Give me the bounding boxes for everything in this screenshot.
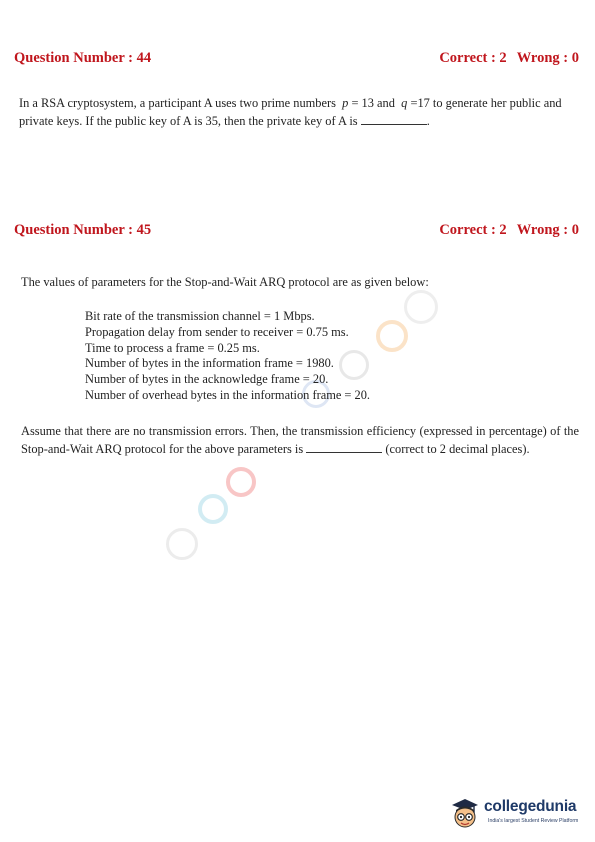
param-processing-time: Time to process a frame = 0.25 ms. xyxy=(85,340,260,355)
collegedunia-logo xyxy=(448,795,588,833)
parameter-list xyxy=(85,309,485,404)
question-number-44: Question Number : 44 xyxy=(14,50,152,66)
question-44-header xyxy=(0,50,595,70)
param-overhead-bytes: Number of overhead bytes in the information frame = 20. xyxy=(85,387,371,402)
watermark-seal xyxy=(226,467,256,497)
correct-marks: Correct : 2 xyxy=(439,222,507,238)
score-45 xyxy=(439,222,579,239)
mascot-icon xyxy=(448,795,482,831)
wrong-marks: Wrong : 0 xyxy=(516,50,579,66)
correct-marks: Correct : 2 xyxy=(439,50,507,66)
param-ack-frame-bytes: Number of bytes in the acknowledge frame = 20. xyxy=(85,372,329,387)
answer-blank-45 xyxy=(306,440,382,453)
brand-name: collegedunia xyxy=(484,798,577,815)
param-bit-rate: Bit rate of the transmission channel = 1 Mbps. xyxy=(85,309,315,323)
watermark-seal xyxy=(198,494,228,524)
question-45-text: Assume that there are no transmission errors. Then, the transmission efficiency (expressed in percentage) of the Stop-and-Wait ARQ protocol for the above parameters is (correct to 2 decimal places). xyxy=(21,424,579,456)
param-info-frame-bytes: Number of bytes in the information frame = 1980. xyxy=(85,356,334,371)
question-number-45: Question Number : 45 xyxy=(14,222,152,238)
watermark-seal xyxy=(166,528,198,560)
brand-tagline: India's largest Student Review Platform xyxy=(488,818,579,824)
wrong-marks: Wrong : 0 xyxy=(516,222,579,238)
score-44 xyxy=(439,50,579,67)
question-45-intro: The values of parameters for the Stop-and-Wait ARQ protocol are as given below: xyxy=(21,275,429,289)
question-44-text: In a RSA cryptosystem, a participant A uses two prime numbers p = 13 and q =17 to generate her public and private keys. If the public key of A is 35, then the private key of A is . xyxy=(19,96,562,128)
question-45-header xyxy=(0,222,595,242)
param-propagation-delay: Propagation delay from sender to receiver = 0.75 ms. xyxy=(85,324,349,339)
answer-blank-44 xyxy=(361,112,427,125)
